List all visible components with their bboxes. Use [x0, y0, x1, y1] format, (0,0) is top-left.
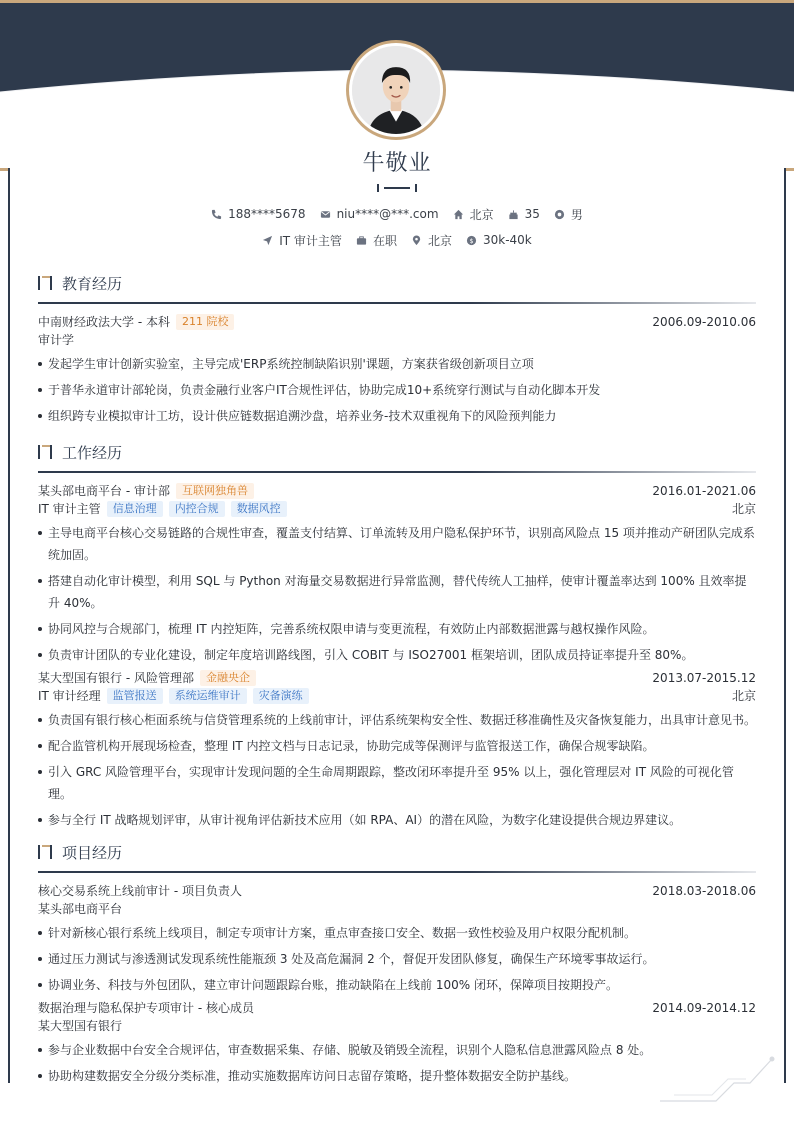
project-bullets: [38, 1039, 756, 1087]
work-heading: [38, 441, 756, 463]
gender-icon: [554, 209, 565, 220]
status-text: 在职: [372, 233, 397, 248]
list-item: 发起学生审计创新实验室，主导完成'ERP系统控制缺陷识别'课题，方案获省级创新项目立项: [38, 353, 756, 375]
email-text: niu****@***.com: [336, 207, 439, 221]
name-divider: [377, 184, 417, 192]
send-icon: [262, 235, 273, 246]
briefcase-icon: [356, 235, 367, 246]
salary-text: 30k-40k: [482, 233, 532, 247]
target-city-text: 北京: [427, 233, 452, 248]
list-item: 参与企业数据中台安全合规评估，审查数据采集、存储、脱敏及销毁全流程，识别个人隐私信息泄露风险点 8 处。: [38, 1039, 756, 1061]
title-row: [38, 500, 756, 518]
education-title: 教育经历: [62, 274, 123, 293]
project-org: 某头部电商平台: [38, 902, 123, 916]
contact-row: [0, 206, 794, 222]
skill-tag: 系统运维审计: [169, 688, 247, 704]
age-text: 35: [524, 207, 540, 221]
gender-text: 男: [570, 207, 583, 222]
education-section: [38, 272, 756, 427]
position-text: IT 审计主管: [279, 233, 342, 248]
list-item: 协助构建数据安全分级分类标准，推动实施数据库访问日志留存策略，提升整体数据安全防护基线。: [38, 1065, 756, 1087]
corner-decoration: [656, 1045, 776, 1105]
skill-tag: 内控合规: [169, 501, 225, 517]
project-org-row: [38, 900, 756, 918]
project-name: 核心交易系统上线前审计 - 项目负责人: [38, 884, 242, 898]
salary-item: [466, 233, 532, 247]
section-divider: [38, 302, 756, 304]
skill-tag: 监管报送: [107, 688, 163, 704]
list-item: 参与全行 IT 战略规划评审，从审计视角评估新技术应用（如 RPA、AI）的潜在风险，为数字化建设提供合规边界建议。: [38, 809, 756, 831]
company-name: 某头部电商平台 - 审计部: [38, 484, 170, 498]
project-org: 某大型国有银行: [38, 1019, 123, 1033]
work-entry: [38, 669, 756, 831]
home-icon: [453, 209, 464, 220]
status-item: [356, 232, 397, 249]
list-item: 负责国有银行核心柜面系统与信贷管理系统的上线前审计，评估系统架构安全性、数据迁移准确性及灾备恢复能力，出具审计意见书。: [38, 709, 756, 731]
project-name: 数据治理与隐私保护专项审计 - 核心成员: [38, 1001, 254, 1015]
list-item: 协调业务、科技与外包团队，建立审计问题跟踪台账，推动缺陷在上线前 100% 闭环，保障项目按期投产。: [38, 974, 756, 996]
project-entry: [38, 882, 756, 996]
school-tag: 211 院校: [176, 314, 235, 330]
job-title: IT 审计经理: [38, 689, 101, 703]
skill-tag: 信息治理: [107, 501, 163, 517]
list-item: 引入 GRC 风险管理平台，实现审计发现问题的全生命周期跟踪，整改闭环率提升至 95% 以上，强化管理层对 IT 风险的可视化管理。: [38, 761, 756, 805]
section-divider: [38, 871, 756, 873]
work-entry: [38, 482, 756, 666]
school-name: 中南财经政法大学 - 本科: [38, 315, 170, 329]
section-mark-icon: [38, 445, 54, 459]
project-period: 2018.03-2018.06: [652, 884, 756, 898]
list-item: 针对新核心银行系统上线项目，制定专项审计方案，重点审查接口安全、数据一致性校验及用户权限分配机制。: [38, 922, 756, 944]
major: 审计学: [38, 333, 75, 347]
job-intent-row: [0, 232, 794, 248]
education-period: 2006.09-2010.06: [652, 315, 756, 329]
section-mark-icon: [38, 845, 54, 859]
phone-item: [211, 207, 305, 221]
money-icon: [466, 235, 477, 246]
company-row: [38, 482, 756, 500]
left-rail: [8, 168, 10, 1083]
work-section: [38, 441, 756, 831]
school-row: [38, 313, 756, 331]
candidate-name: 牛敬业: [362, 151, 432, 176]
work-bullets: [38, 522, 756, 666]
project-bullets: [38, 922, 756, 996]
project-title: 项目经历: [62, 843, 123, 862]
skill-tag: 数据风控: [231, 501, 287, 517]
project-period: 2014.09-2014.12: [652, 1001, 756, 1015]
education-entry: [38, 313, 756, 427]
work-city: 北京: [731, 502, 756, 516]
email-item: [320, 207, 439, 221]
cake-icon: [508, 209, 519, 220]
list-item: 主导电商平台核心交易链路的合规性审查，覆盖支付结算、订单流转及用户隐私保护环节，识别高风险点 15 项并推动产研团队完成系统加固。: [38, 522, 756, 566]
work-bullets: [38, 709, 756, 831]
project-heading: [38, 841, 756, 863]
list-item: 协同风控与合规部门，梳理 IT 内控矩阵，完善系统权限申请与变更流程，有效防止内部数据泄露与越权操作风险。: [38, 618, 756, 640]
gender-item: [554, 206, 583, 223]
section-mark-icon: [38, 276, 54, 290]
list-item: 搭建自动化审计模型，利用 SQL 与 Python 对海量交易数据进行异常监测，替代传统人工抽样，使审计覆盖率达到 100% 且效率提升 40%。: [38, 570, 756, 614]
company-name: 某大型国有银行 - 风险管理部: [38, 671, 194, 685]
project-section: [38, 841, 756, 1087]
city-item: [453, 206, 494, 223]
location-icon: [411, 235, 422, 246]
list-item: 配合监管机构开展现场检查，整理 IT 内控文档与日志记录，协助完成等保测评与监管报送工作，确保合规零缺陷。: [38, 735, 756, 757]
mail-icon: [320, 209, 331, 220]
job-title: IT 审计主管: [38, 502, 101, 516]
project-row: [38, 999, 756, 1017]
right-rail: [784, 168, 786, 1083]
work-period: 2016.01-2021.06: [652, 484, 756, 498]
education-bullets: [38, 353, 756, 427]
target-city-item: [411, 232, 452, 249]
skill-tag: 灾备演练: [253, 688, 309, 704]
work-city: 北京: [731, 689, 756, 703]
work-title: 工作经历: [62, 443, 123, 462]
svg-text:$: $: [469, 236, 474, 245]
work-period: 2013.07-2015.12: [652, 671, 756, 685]
age-item: [508, 207, 540, 221]
city-text: 北京: [469, 207, 494, 222]
phone-text: 188****5678: [228, 207, 306, 221]
phone-icon: [211, 209, 222, 220]
avatar-photo: [352, 46, 440, 134]
project-row: [38, 882, 756, 900]
list-item: 通过压力测试与渗透测试发现系统性能瓶颈 3 处及高危漏洞 2 个，督促开发团队修复，确保生产环境零事故运行。: [38, 948, 756, 970]
list-item: 于普华永道审计部轮岗，负责金融行业客户IT合规性评估，协助完成10+系统穿行测试与自动化脚本开发: [38, 379, 756, 401]
project-entry: [38, 999, 756, 1087]
avatar: [346, 40, 446, 140]
education-heading: [38, 272, 756, 294]
company-tag: 互联网独角兽: [176, 483, 254, 499]
project-org-row: [38, 1017, 756, 1035]
company-tag: 金融央企: [200, 670, 256, 686]
major-row: [38, 331, 756, 349]
company-row: [38, 669, 756, 687]
list-item: 负责审计团队的专业化建设，制定年度培训路线图，引入 COBIT 与 ISO27001 框架培训，团队成员持证率提升至 80%。: [38, 644, 756, 666]
title-row: [38, 687, 756, 705]
top-gold-line: [0, 0, 794, 3]
position-item: [262, 232, 342, 249]
list-item: 组织跨专业模拟审计工坊，设计供应链数据追溯沙盘，培养业务-技术双重视角下的风险预判能力: [38, 405, 756, 427]
section-divider: [38, 471, 756, 473]
